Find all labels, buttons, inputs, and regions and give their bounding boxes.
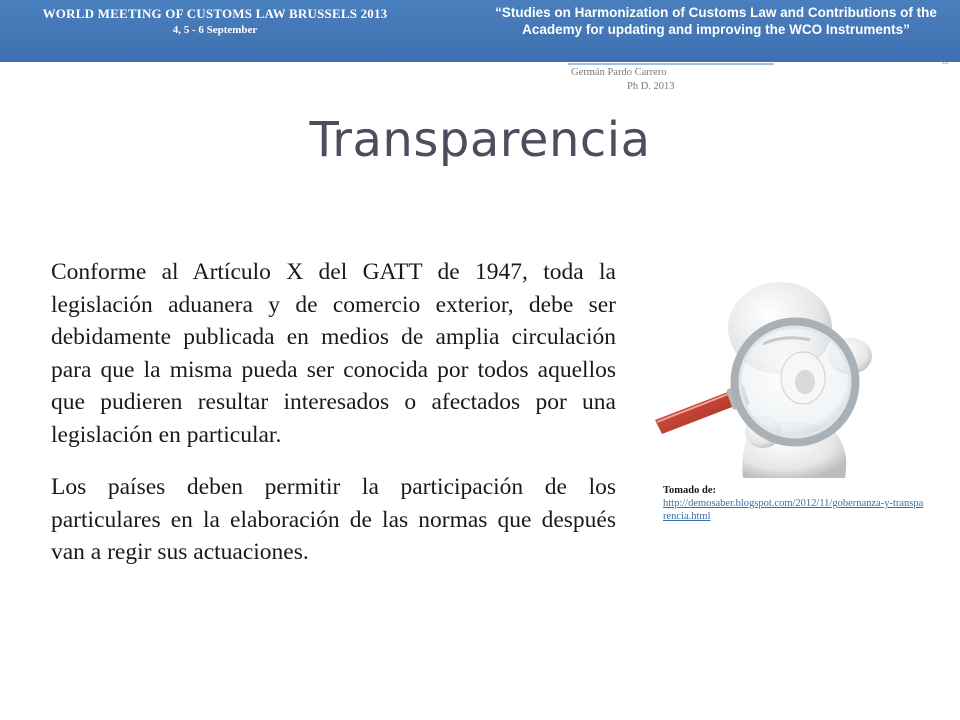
slide-title: Transparencia: [309, 112, 651, 168]
event-title: WORLD MEETING OF CUSTOMS LAW BRUSSELS 2013: [42, 6, 388, 21]
author-name: Germán Pardo Carrero: [571, 67, 667, 78]
studies-title: “Studies on Harmonization of Customs Law and Contributions of the Academy for updating and improving the WCO Instruments”: [495, 5, 937, 37]
credit-label: Tomado de:: [663, 485, 716, 496]
image-credit: [663, 484, 925, 523]
slide-body: [51, 256, 616, 569]
corner-mark: ▪▪▪: [942, 61, 949, 67]
author-divider: [568, 63, 774, 65]
author-degree: Ph D. 2013: [627, 81, 675, 92]
credit-link[interactable]: http://demosaber.blogspot.com/2012/11/gobernanza-y-transparencia.html: [663, 498, 924, 522]
person-with-magnifying-glass-icon: [645, 282, 880, 478]
header-bar: [0, 0, 960, 62]
paragraph-participation: Los países deben permitir la participación de los particulares en la elaboración de las normas que después van a regir sus actuaciones.: [51, 474, 616, 565]
paragraph-gatt: Conforme al Artículo X del GATT de 1947, toda la legislación aduanera y de comercio exterior, debe ser debidamente publicada en medios de amplia circulación para que la misma pueda ser conocida por todos aquellos que pudieren resultar interesados o afectados por una legislación en particular.: [51, 259, 616, 448]
event-dates: 4, 5 - 6 September: [172, 24, 258, 36]
